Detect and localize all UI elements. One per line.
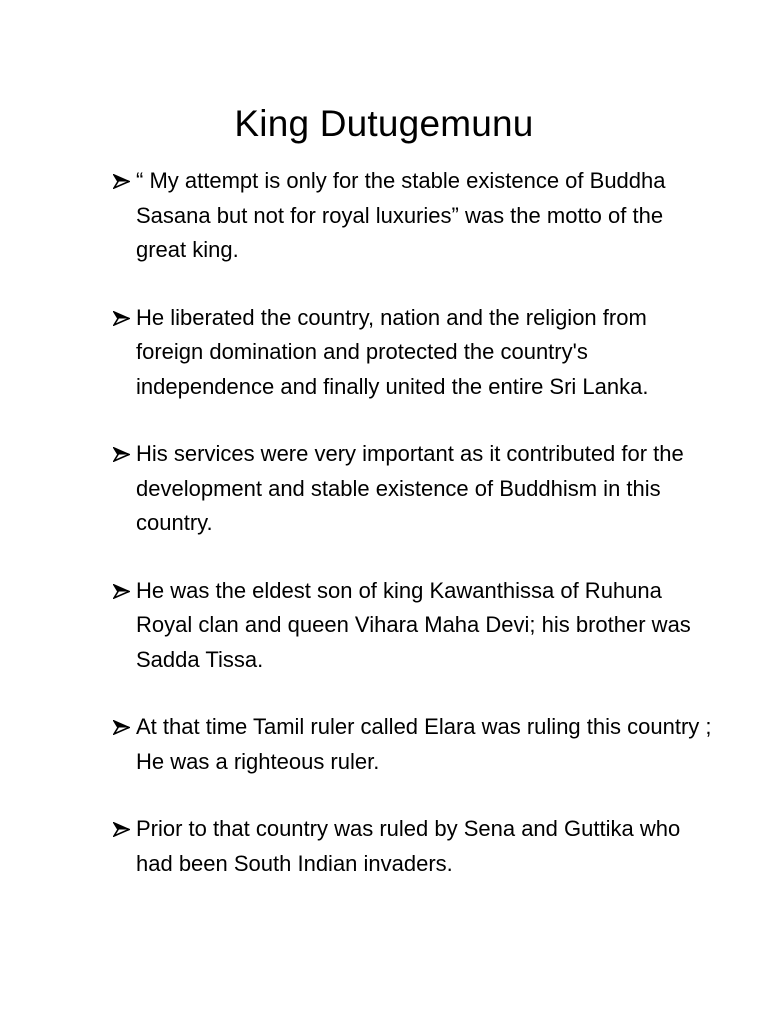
- list-item: [112, 164, 712, 268]
- bullet-text: At that time Tamil ruler called Elara was ruling this country ; He was a righteous ruler.: [136, 714, 712, 774]
- list-item: [112, 301, 712, 405]
- arrowhead-bullet-icon: [112, 812, 132, 846]
- list-item: [112, 710, 712, 779]
- bullet-text: Prior to that country was ruled by Sena and Guttika who had been South Indian invaders.: [136, 816, 681, 876]
- bullet-list: [112, 164, 712, 914]
- list-item: [112, 812, 712, 881]
- arrowhead-bullet-icon: [112, 574, 132, 608]
- bullet-text: “ My attempt is only for the stable existence of Buddha Sasana but not for royal luxuries” was the motto of the great king.: [136, 168, 666, 262]
- page-title: King Dutugemunu: [234, 103, 534, 144]
- arrowhead-bullet-icon: [112, 164, 132, 198]
- arrowhead-bullet-icon: [112, 301, 132, 335]
- bullet-text: He was the eldest son of king Kawanthissa of Ruhuna Royal clan and queen Vihara Maha Devi; his brother was Sadda Tissa.: [136, 577, 691, 672]
- bullet-text: His services were very important as it contributed for the development and stable existence of Buddhism in this country.: [136, 441, 684, 535]
- list-item: [112, 574, 712, 678]
- bullet-text: He liberated the country, nation and the religion from foreign domination and protected the country's independence and finally united the entire Sri Lanka.: [136, 304, 649, 399]
- arrowhead-bullet-icon: [112, 710, 132, 744]
- arrowhead-bullet-icon: [112, 437, 132, 471]
- list-item: [112, 437, 712, 541]
